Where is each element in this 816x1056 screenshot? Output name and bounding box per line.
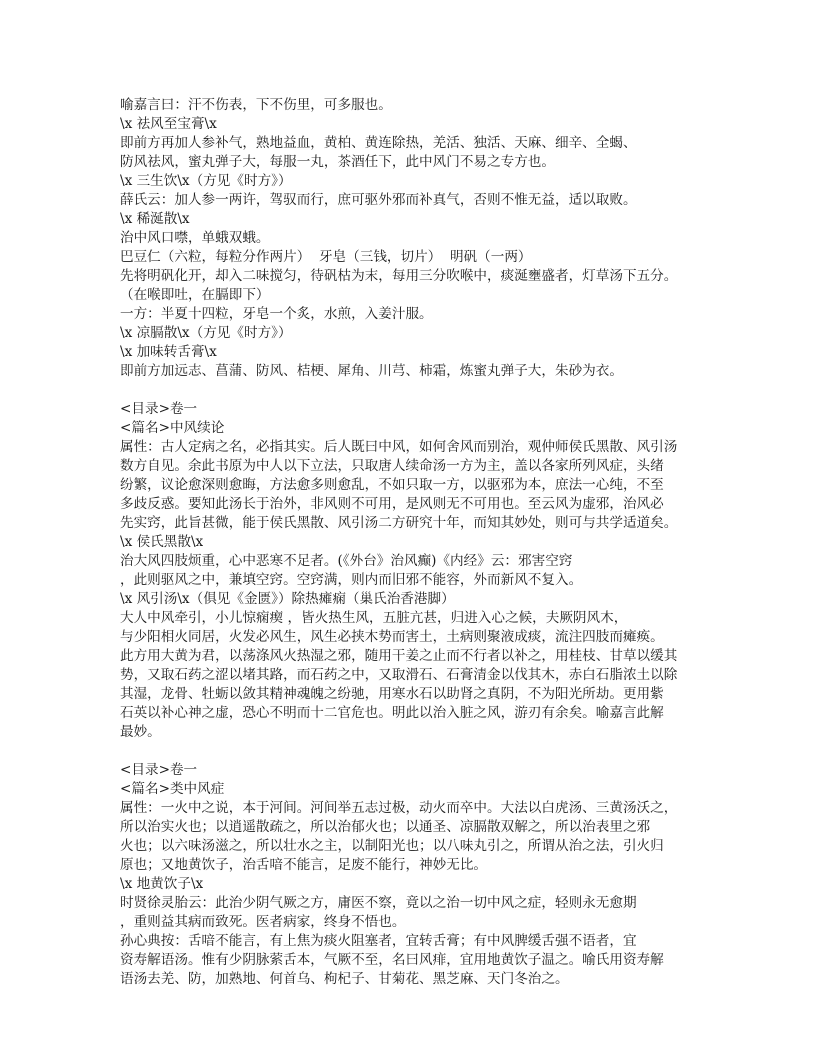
formula-heading: \x 凉膈散\x（方见《时方》） <box>120 325 292 341</box>
text-line: 原也；又地黄饮子，治舌喑不能言，足废不能行，神妙无比。 <box>120 857 488 873</box>
text-line: 其湿，龙骨、牡蛎以敛其精神魂魄之纷驰，用寒水石以助肾之真阴，不为阳光所劫。更用紫 <box>120 686 664 702</box>
formula-heading: \x 地黄饮子\x <box>120 876 204 892</box>
text-line: 属性：古人定病之名，必指其实。后人既曰中风，如何舍风而别治，观仲师侯氏黑散、风引汤 <box>120 439 678 455</box>
formula-heading: \x 祛风至宝膏\x <box>120 116 217 132</box>
text-line: （在喉即吐，在膈即下） <box>120 287 270 303</box>
text-line: 治大风四肢烦重，心中恶寒不足者。(《外台》治风癫)《内经》云：邪害空窍 <box>120 553 573 569</box>
formula-heading: \x 三生饮\x（方见《时方》） <box>120 173 292 189</box>
text-line: 语汤去羌、防，加熟地、何首乌、枸杞子、甘菊花、黑芝麻、天门冬治之。 <box>120 971 569 987</box>
text-line: 资寿解语汤。惟有少阴脉萦舌本，气厥不至，名曰风痱，宜用地黄饮子温之。喻氏用资寿解 <box>120 952 664 968</box>
text-line: 属性：一火中之说，本于河间。河间举五志过极，动火而卒中。大法以白虎汤、三黄汤沃之， <box>120 800 678 816</box>
text-line: 一方：半夏十四粒，牙皂一个炙，水煎，入姜汁服。 <box>120 306 433 322</box>
text-line: 此方用大黄为君，以荡涤风火热湿之邪，随用干姜之止而不行者以补之，用桂枝、甘草以缓其 <box>120 648 678 664</box>
formula-heading: \x 风引汤\x（俱见《金匮》）除热瘫痫（巢氏治香港脚） <box>120 591 455 607</box>
text-line: 最妙。 <box>120 724 161 740</box>
chapter-title: <篇名>中风续论 <box>120 420 225 436</box>
document-page <box>120 96 710 989</box>
text-line: 石英以补心神之虚，恐心不明而十二官危也。明此以治入脏之风，游刃有余矣。喻嘉言此解 <box>120 705 664 721</box>
text-line: 即前方再加人参补气，熟地益血，黄柏、黄连除热，羌活、独活、天麻、细辛、全蝎、 <box>120 135 637 151</box>
formula-heading: \x 侯氏黑散\x <box>120 534 204 550</box>
text-line: 大人中风牵引，小儿惊痫瘈 ，皆火热生风，五脏亢甚，归进入心之候，夫厥阴风木， <box>120 610 628 626</box>
text-line: 防风祛风，蜜丸弹子大，每服一丸，茶酒任下，此中风门不易之专方也。 <box>120 154 555 170</box>
text-line: 治中风口噤，单蛾双蛾。 <box>120 230 270 246</box>
text-line: 数方自见。余此书原为中人以下立法，只取唐人续命汤一方为主，盖以各家所列风症，头绪 <box>120 458 664 474</box>
blank-line <box>120 742 710 761</box>
text-line: 与少阳相火同居，火发必风生，风生必挟木势而害土，土病则聚液成痰，流注四肢而瘫痪。 <box>120 629 664 645</box>
text-line: 孙心典按：舌喑不能言，有上焦为痰火阻塞者，宜转舌膏；有中风脾缓舌强不语者，宜 <box>120 933 637 949</box>
text-line: 喻嘉言曰：汗不伤表，下不伤里，可多服也。 <box>120 97 392 113</box>
chapter-title: <篇名>类中风症 <box>120 781 225 797</box>
text-line: ，重则益其病而致死。医者病家，终身不悟也。 <box>120 914 406 930</box>
text-line: 火也；以六味汤滋之，所以壮水之主，以制阳光也；以八味丸引之，所谓从治之法，引火归 <box>120 838 664 854</box>
text-line: 先将明矾化开，却入二味搅匀，待矾枯为末，每用三分吹喉中，痰涎壅盛者，灯草汤下五分。 <box>120 268 678 284</box>
formula-heading: \x 加味转舌膏\x <box>120 344 217 360</box>
formula-heading: \x 稀涎散\x <box>120 211 190 227</box>
ingredient-line: 巴豆仁（六粒，每粒分作两片） 牙皂（三钱，切片） 明矾（一两） <box>120 249 532 265</box>
text-line: 先实窍，此旨甚微，能于侯氏黑散、风引汤二方研究十年，而知其妙处，则可与共学适道矣。 <box>120 515 678 531</box>
text-line: 多歧反惑。要知此汤长于治外，非风则不可用，是风则无不可用也。至云风为虚邪，治风必 <box>120 496 664 512</box>
text-line: 所以治实火也；以逍遥散疏之，所以治郁火也；以通圣、凉膈散双解之，所以治表里之邪 <box>120 819 651 835</box>
text-line: ，此则驱风之中，兼填空窍。空窍满，则内而旧邪不能容，外而新风不复入。 <box>120 572 583 588</box>
text-line: 势，又取石药之涩以堵其路，而石药之中，又取滑石、石膏清金以伐其木，赤白石脂浓土以除 <box>120 667 678 683</box>
text-line: 薛氏云：加人参一两许，驾驭而行，庶可驱外邪而补真气，否则不惟无益，适以取败。 <box>120 192 637 208</box>
blank-line <box>120 381 710 400</box>
text-line: 时贤徐灵胎云：此治少阴气厥之方，庸医不察，竟以之治一切中风之症，轻则永无愈期 <box>120 895 637 911</box>
toc-heading: <目录>卷一 <box>120 762 198 778</box>
toc-heading: <目录>卷一 <box>120 401 198 417</box>
text-line: 即前方加远志、菖蒲、防风、桔梗、犀角、川芎、柿霜，炼蜜丸弹子大，朱砂为衣。 <box>120 363 623 379</box>
text-line: 纷繁，议论愈深则愈晦，方法愈多则愈乱，不如只取一方，以驱邪为本，庶法一心纯，不至 <box>120 477 664 493</box>
